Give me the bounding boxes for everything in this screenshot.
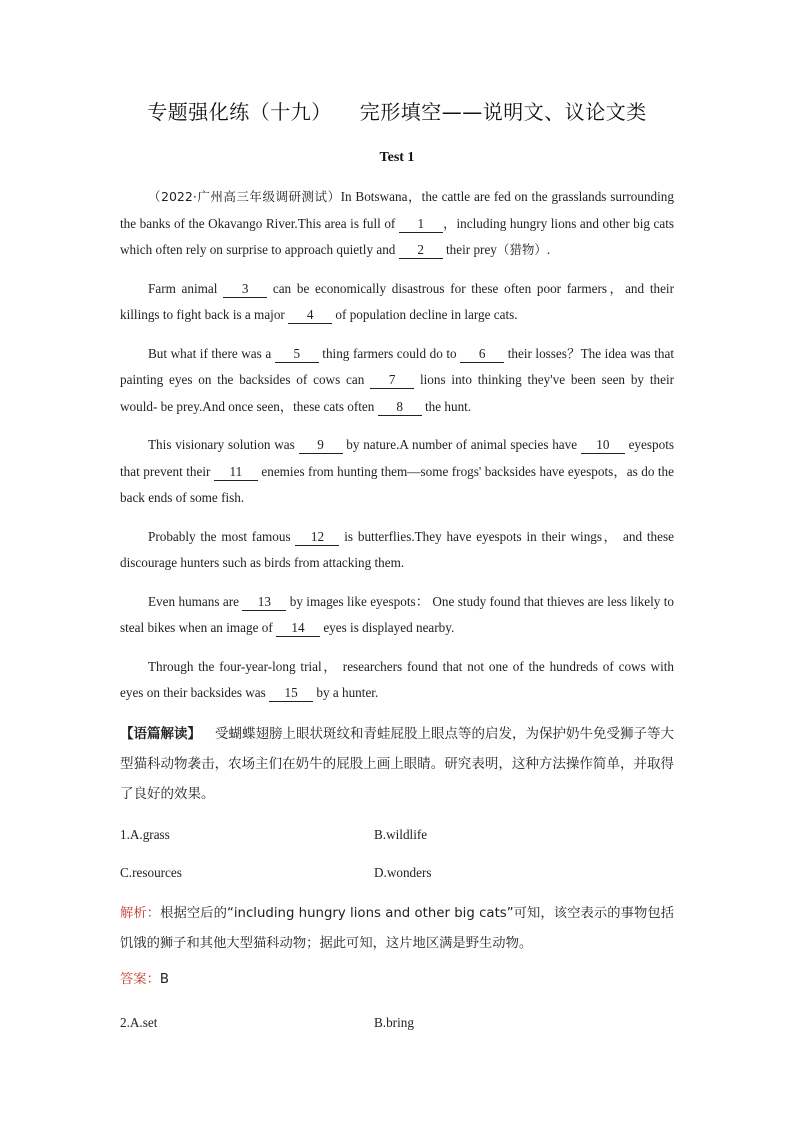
question-1-answer [120,965,674,995]
explanation-text: 根据空后的“including hungry lions and other big cats”可知，该空表示的事物包括饥饿的狮子和其他大型猫科动物；据此可知，这片地区满是野生动物。 [120,905,675,951]
page-title [0,96,794,125]
answer-value: B [159,971,170,987]
blank-14: 14 [276,620,320,637]
blank-6: 6 [460,346,504,363]
question-1-options-row-1 [120,819,674,857]
passage-paragraph-4: This visionary solution was 9 by nature.A number of animal species have 10 eyespots that prevent their 11 enemies from hunting them—some frogs' backsides have eyespots，as do the back ends of some fish. [120,437,675,505]
blank-12: 12 [295,529,339,546]
blank-7: 7 [370,372,414,389]
blank-11: 11 [214,464,258,481]
passage-paragraph-3: But what if there was a 5 thing farmers could do to 6 their losses？The idea was that painting eyes on the backsides of cows can 7 lions into thinking they've been seen by their would- be prey.And once seen，these cats often 8 the hunt. [120,345,674,414]
option-2a: 2.A.set [120,1014,158,1030]
option-2b: B.bring [374,1014,414,1030]
option-1d: D.wonders [374,864,432,880]
blank-1: 1 [399,216,443,233]
option-1b: B.wildlife [374,826,428,842]
blank-8: 8 [378,399,422,416]
title-topic: 完形填空——说明文、议论文类 [359,100,647,124]
question-1-options-row-2 [120,857,674,895]
explanation-label: 解析： [120,905,161,921]
passage-paragraph-5: Probably the most famous 12 is butterflies.They have eyespots in their wings， and these discourage hunters such as birds from attacking them. [120,528,674,570]
summary-label: 【语篇解读】 [120,725,201,742]
passage-paragraph-2: Farm animal 3 can be economically disastrous for these often poor farmers，and their killings to fight back is a major 4 of population decline in large cats. [120,280,674,322]
passage-summary [120,719,674,809]
blank-4: 4 [288,307,332,324]
question-2-options-row-1 [120,1007,674,1045]
blank-5: 5 [275,346,319,363]
blank-3: 3 [223,281,267,298]
prey-gloss: （猎物） [496,242,547,257]
summary-text: 受蝴蝶翅膀上眼状斑纹和青蛙屁股上眼点等的启发，为保护奶牛免受狮子等大型猫科动物袭击，农场主们在奶牛的屁股上画上眼睛。研究表明，这种方法操作简单，并取得了良好的效果。 [120,725,674,802]
blank-9: 9 [299,437,343,454]
title-series: 专题强化练（十九） [147,100,332,124]
passage-paragraph-6: Even humans are 13 by images like eyespots： One study found that thieves are less likely to steal bikes when an image of 14 eyes is displayed nearby. [120,593,674,635]
answer-label: 答案： [120,971,160,987]
option-1c: C.resources [120,864,182,880]
blank-2: 2 [399,242,443,259]
document-body [120,184,674,1045]
option-1a: 1.A.grass [120,826,170,842]
test-label: Test 1 [379,150,415,165]
passage-paragraph-7: Through the four-year-long trial， researchers found that not one of the hundreds of cows with eyes on their backsides was 15 by a hunter. [120,658,674,700]
blank-15: 15 [269,685,313,702]
question-1-explanation [120,899,674,959]
source-note: （2022·广州高三年级调研测试） [148,189,341,204]
blank-13: 13 [242,594,286,611]
blank-10: 10 [581,437,625,454]
passage-paragraph-1: （2022·广州高三年级调研测试）In Botswana，the cattle are fed on the grasslands surrounding the banks of the Okavango River.This area is full of 1 ，including hungry lions and other big cats which often rely on surprise to approach quietly and 2 their prey（猎物）. [120,189,674,257]
